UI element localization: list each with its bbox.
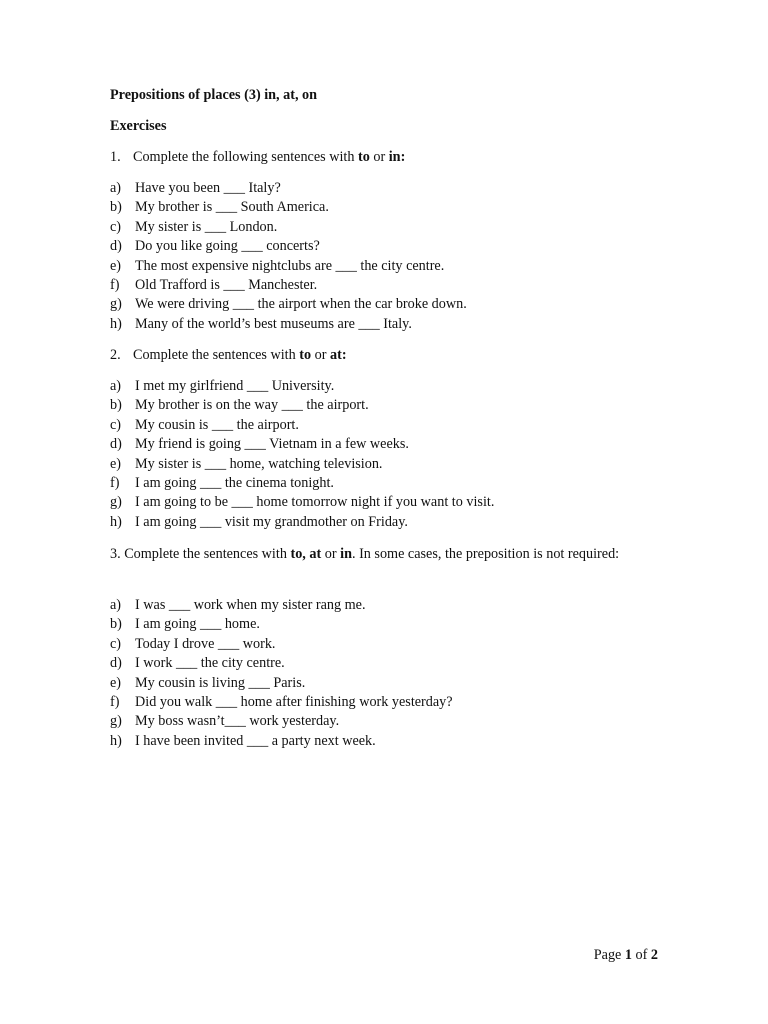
exercise-number: 2. bbox=[110, 347, 121, 363]
document-page: Prepositions of places (3) in, at, on Exercises 1. Complete the following sentences with to or in: a) Have you been ___ Italy? b) My brother is ___ South America. c) My sister is ___ London. d) Do you like going ___ concerts? e) The most expensive nightclubs are ___ the city centre. f) Old Trafford is ___ Manchester. g) We were driving ___ the airport when the car broke down. h) Many of the world’s best museums are ___ Italy. 2. Complete the sentences with to or at: a) I met my girlfriend ___ University. b) My brother is on the way ___ the airport. c) My cousin is ___ the airport. d) My friend is going ___ Vietnam in a few weeks. e) My sister is ___ home, watching television. f) I am going ___ the cinema tonight. g) I am going to be ___ home tomorrow night if you want to visit. h) I am going ___ visit my grandmother on Friday. 3. Complete the sentences with to, at or in. In some cases, the preposition is not required: a) I was ___ work when my sister rang me. b) I am going ___ home. c) Today I drove ___ work. d) I work ___ the city centre. e) My cousin is living ___ Paris. f) Did you walk ___ home after finishing work yesterday? g) My boss wasn’t___ work yesterday. h) I have been invited ___ a party next week. Page 1 of 2 bbox=[110, 87, 658, 963]
exercise-3-instruction: 3. Complete the sentences with to, at or in. In some cases, the preposition is not required: bbox=[110, 546, 620, 562]
page-title: Prepositions of places (3) in, at, on bbox=[110, 87, 318, 103]
exercise-number: 1. bbox=[110, 149, 121, 165]
exercises-heading: Exercises bbox=[110, 118, 167, 134]
page-number-footer: Page 1 of 2 bbox=[593, 947, 658, 963]
